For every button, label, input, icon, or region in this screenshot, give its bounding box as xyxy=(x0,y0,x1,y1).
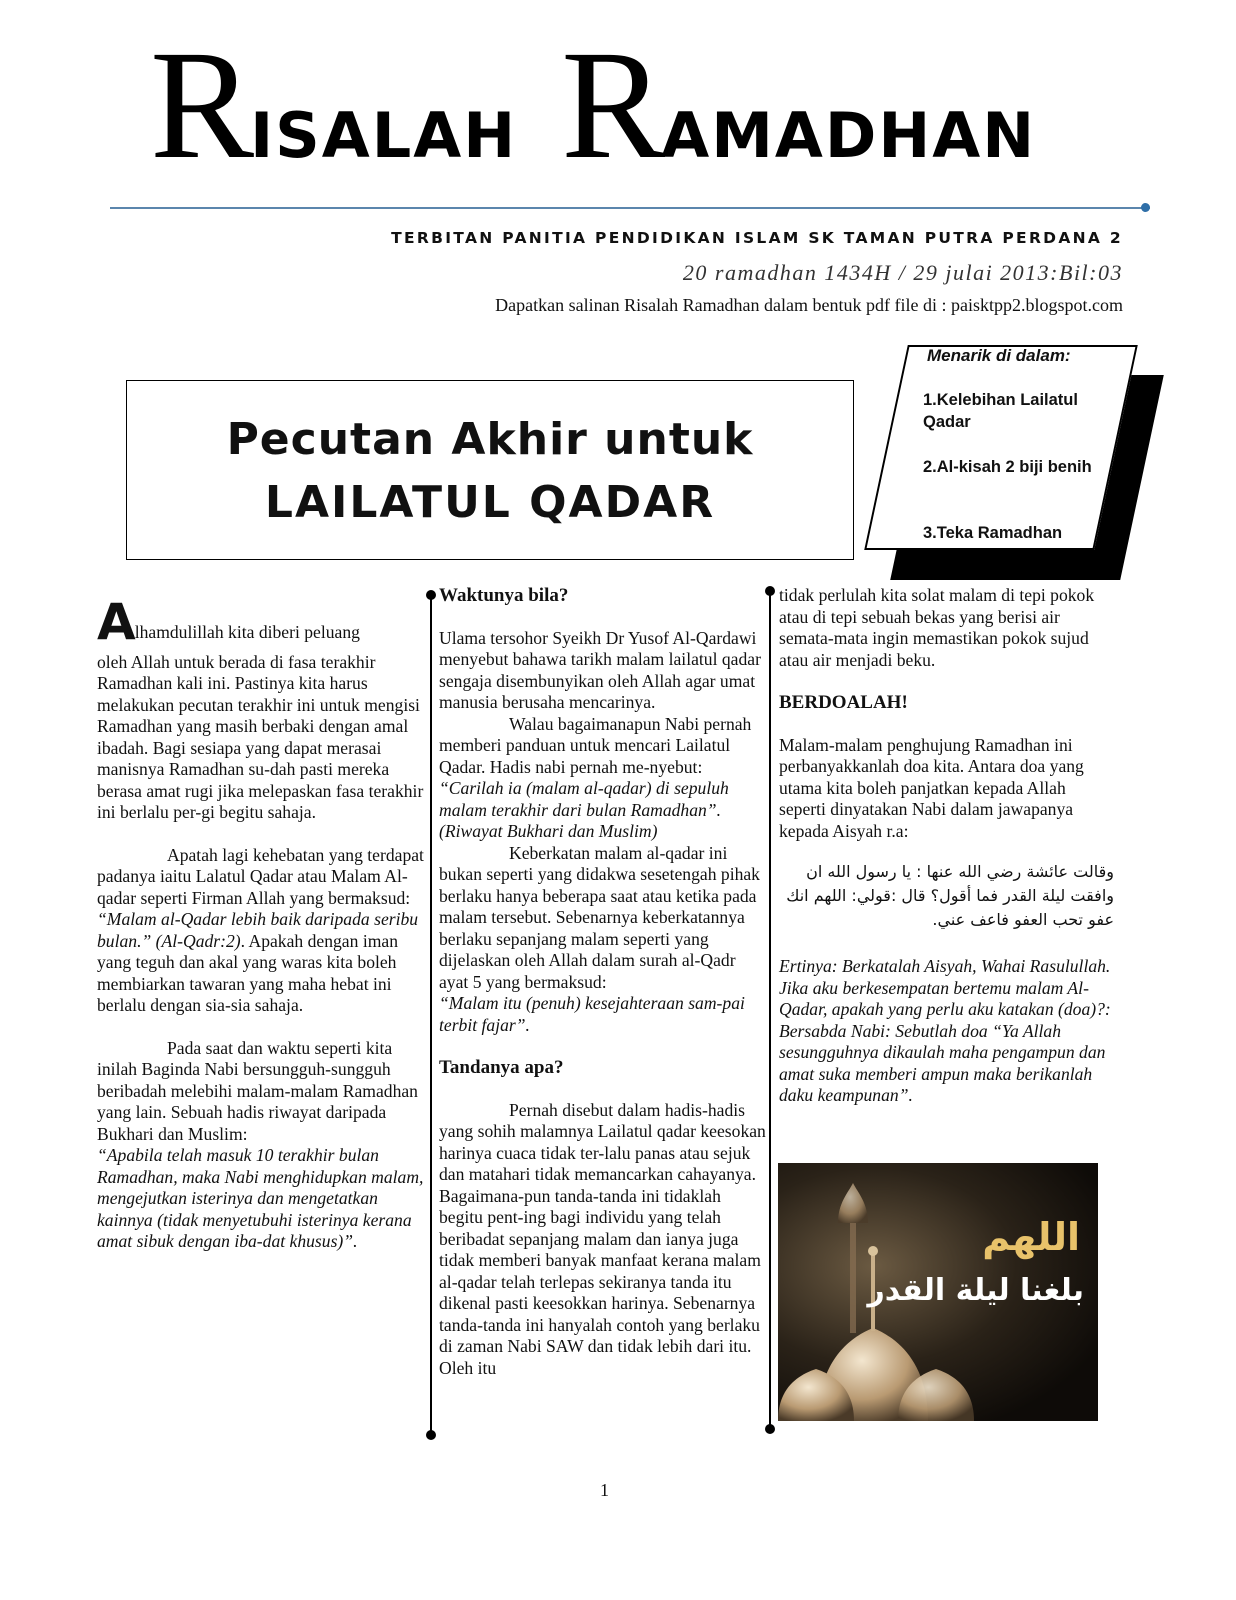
intro-paragraph xyxy=(97,593,427,651)
divider-dot xyxy=(765,1424,775,1434)
paragraph-panduan: Walau bagaimanapun Nabi pernah memberi panduan untuk mencari Lailatul Qadar. Hadis nabi pernah me-nyebut: xyxy=(439,713,752,777)
sidebar-title: Menarik di dalam: xyxy=(927,346,1071,365)
paragraph-2: Apatah lagi kehebatan yang terdapat padanya iaitu Lalatul Qadar atau Malam Al-qadar seperti Firman Allah yang bermaksud: “Malam al-Qadar lebih baik daripada seribu bulan.” (Al-Qadr:2). Apakah dengan iman yang teguh dan akal yang waras kita boleh membiarkan tawaran yang maha hebat ini berlalu dengan sia-sia sahaja. xyxy=(97,844,424,1015)
heading-berdoalah: BERDOALAH! xyxy=(779,692,908,713)
paragraph-tandanya: Pernah disebut dalam hadis-hadis yang sohih malamnya Lailatul qadar keesokan harinya cuaca tidak ter-lalu panas atau sejuk dan matahari tidak memancarkan cahayanya. Bagaimana-pun tanda-tanda ini tidaklah begitu pent-ing bagi individu yang telah beribadat sepanjang malam dan ianya juga tidak memberi banyak manfaat kerana malam al-qadar telah terlepas sekiranya tanda itu dikenal pasti keesokkan harinya. Sebenarnya tanda-tanda ini hanyalah contoh yang berlaku di zaman Nabi SAW dan tidak lebih dari itu. Oleh itu xyxy=(439,1099,766,1378)
masthead-word-1: ISALAH xyxy=(250,99,518,172)
arabic-hadith: وقالت عائشة رضي الله عنها : يا رسول الله ان وافقت ليلة القدر فما أقول؟ قال :قولي: اللهم انك عفو تحب العفو فاعف عني. xyxy=(786,862,1114,929)
paragraph-keberkatan: Keberkatan malam al-qadar ini bukan seperti yang didakwa sesetengah pihak berlaku hanya beberapa saat atau ketika pada malam tersebut. Sebenarnya keberkatannya berlaku sepanjang malam seperti yang dijelaskan oleh Allah dalam surah al-Qadr ayat 5 yang bermaksud: xyxy=(439,842,760,992)
dateline: 20 ramadhan 1434H / 29 julai 2013:Bil:03 xyxy=(682,260,1123,285)
paragraph-3: Pada saat dan waktu seperti kita inilah Baginda Nabi bersungguh-sungguh beribadah melebihi malam-malam Ramadhan yang lain. Sebuah hadis riwayat daripada Bukhari dan Muslim: xyxy=(97,1037,418,1144)
column-divider-1 xyxy=(430,595,432,1435)
sidebar-item-3: 3.Teka Ramadhan xyxy=(923,524,1063,542)
drop-cap: A xyxy=(97,593,133,651)
doa-image xyxy=(778,1163,1098,1421)
masthead-word-2: AMADHAN xyxy=(661,99,1037,172)
pdf-link-line: Dapatkan salinan Risalah Ramadhan dalam bentuk pdf file di : paisktpp2.blogspot.com xyxy=(495,295,1123,315)
heading-waktunya: Waktunya bila? xyxy=(439,585,569,606)
column-3 xyxy=(779,585,1114,1107)
masthead-initial-2: R xyxy=(561,18,662,191)
paragraph-continued: tidak perlulah kita solat malam di tepi pokok atau di tepi sebuah bekas yang berisi air semata-mata ingin memastikan pokok sujud atau air menjadi beku. xyxy=(779,585,1095,670)
intro-first-line: lhamdulillah kita diberi peluang xyxy=(134,622,360,642)
doa-text-ballighna: بلغنا ليلة القدر xyxy=(867,1273,1084,1308)
doa-text-allahumma: اللهم xyxy=(982,1215,1080,1259)
paragraph-doa: Malam-malam penghujung Ramadhan ini perbanyakkanlah doa kita. Antara doa yang utama kita boleh panjatkan kepada Allah seperti dinyatakan Nabi dalam jawapanya kepada Aisyah r.a: xyxy=(779,734,1084,841)
intro-body: oleh Allah untuk berada di fasa terakhir Ramadhan kali ini. Pastinya kita harus melakukan pecutan terakhir ini untuk mengisi Ramadhan yang masih berbaki dengan amal ibadah. Bagi sesiapa yang dapat merasai manisnya Ramadhan su-dah pasti mereka berasa amat rugi jika melepaskan fasa terakhir ini berlalu per-gi begitu sahaja. xyxy=(97,651,424,822)
divider-dot xyxy=(426,1430,436,1440)
page-number: 1 xyxy=(600,1480,609,1500)
headline-line-1: Pecutan Akhir untuk xyxy=(226,414,754,465)
column-1 xyxy=(97,593,427,1253)
masthead-rule xyxy=(110,207,1150,209)
sidebar-item-2: 2.Al-kisah 2 biji benih xyxy=(923,458,1092,476)
masthead-title xyxy=(150,18,1090,191)
headline-box xyxy=(126,380,854,560)
heading-tandanya: Tandanya apa? xyxy=(439,1057,564,1078)
rule-dot xyxy=(1141,203,1150,212)
masthead-initial-1: R xyxy=(150,18,251,191)
headline-line-2: LAILATUL QADAR xyxy=(264,477,716,528)
sidebar-item-1: 1.Kelebihan Lailatul Qadar xyxy=(923,391,1078,431)
contents-sidebar xyxy=(870,345,1160,585)
column-divider-2 xyxy=(769,590,771,1428)
quran-quote: “Malam itu (penuh) kesejahteraan sam-pai terbit fajar”. xyxy=(439,993,745,1035)
hadith-quote-2: “Carilah ia (malam al-qadar) di sepuluh malam terakhir dari bulan Ramadhan”. (Riwayat Bukhari dan Muslim) xyxy=(439,778,729,841)
publisher-line: TERBITAN PANITIA PENDIDIKAN ISLAM SK TAMAN PUTRA PERDANA 2 xyxy=(391,229,1123,247)
column-2 xyxy=(439,585,769,1379)
hadith-quote-1: “Apabila telah masuk 10 terakhir bulan Ramadhan, maka Nabi menghidupkan malam, mengejutkan isterinya dan mengetatkan kainnya (tidak menyetubuhi isterinya kerana amat sibuk dengan iba-dat khusus)”. xyxy=(97,1145,424,1251)
paragraph-waktunya: Ulama tersohor Syeikh Dr Yusof Al-Qardawi menyebut bahawa tarikh malam lailatul qadar sengaja disembunyikan oleh Allah agar umat manusia berusaha mencarinya. xyxy=(439,627,761,712)
translation-paragraph: Ertinya: Berkatalah Aisyah, Wahai Rasulullah. Jika aku berkesempatan bertemu malam Al-Qadar, apakah yang perlu aku katakan (doa)?: Bersabda Nabi: Sebutlah doa “Ya Allah sesungguhnya dikaulah maha pengampun dan amat suka memberi ampun maka berikanlah daku keampunan”. xyxy=(779,956,1111,1105)
